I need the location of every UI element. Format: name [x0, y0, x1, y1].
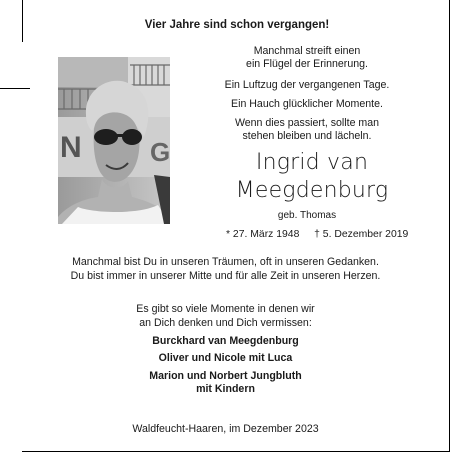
- poem-line: Ein Luftzug der vergangenen Tage.: [224, 79, 390, 91]
- moments-line: an Dich denken und Dich vermissen:: [139, 317, 312, 329]
- poem-line: stehen bleiben und lächeln.: [242, 130, 372, 142]
- birth-name: geb. Thomas: [277, 210, 337, 221]
- deceased-name-first: Ingrid van: [255, 150, 369, 175]
- svg-text:G: G: [150, 137, 170, 167]
- poem-line: Manchmal streift einen: [253, 45, 361, 57]
- footer-place-date: Waldfeucht-Haaren, im Dezember 2023: [132, 423, 319, 435]
- portrait-image: [58, 57, 170, 224]
- mourner: Marion und Norbert Jungbluth: [149, 370, 302, 382]
- memory-line: Du bist immer in unserer Mitte und für alle Zeit in unseren Herzen.: [70, 270, 381, 282]
- portrait-photo: [58, 57, 170, 224]
- mourner: Burckhard van Meegdenburg: [152, 335, 299, 347]
- moments-line: Es gibt so viele Momente in denen wir: [136, 303, 315, 315]
- mourner: mit Kindern: [196, 383, 255, 395]
- headline: Vier Jahre sind schon vergangen!: [144, 19, 330, 31]
- poem-line: ein Flügel der Erinnerung.: [246, 58, 368, 70]
- svg-text:N: N: [60, 131, 82, 164]
- life-dates: [226, 229, 408, 240]
- death-date: † 5. Dezember 2019: [314, 229, 409, 240]
- crop-mark: [0, 88, 30, 89]
- poem-line: Wenn dies passiert, sollte man: [234, 117, 380, 129]
- memory-line: Manchmal bist Du in unseren Träumen, oft in unseren Gedanken.: [72, 256, 379, 268]
- deceased-name-last: Meegdenburg: [235, 178, 389, 203]
- poem-line: Ein Hauch glücklicher Momente.: [231, 98, 383, 110]
- birth-date: * 27. März 1948: [226, 229, 300, 240]
- mourner: Oliver und Nicole mit Luca: [158, 352, 293, 364]
